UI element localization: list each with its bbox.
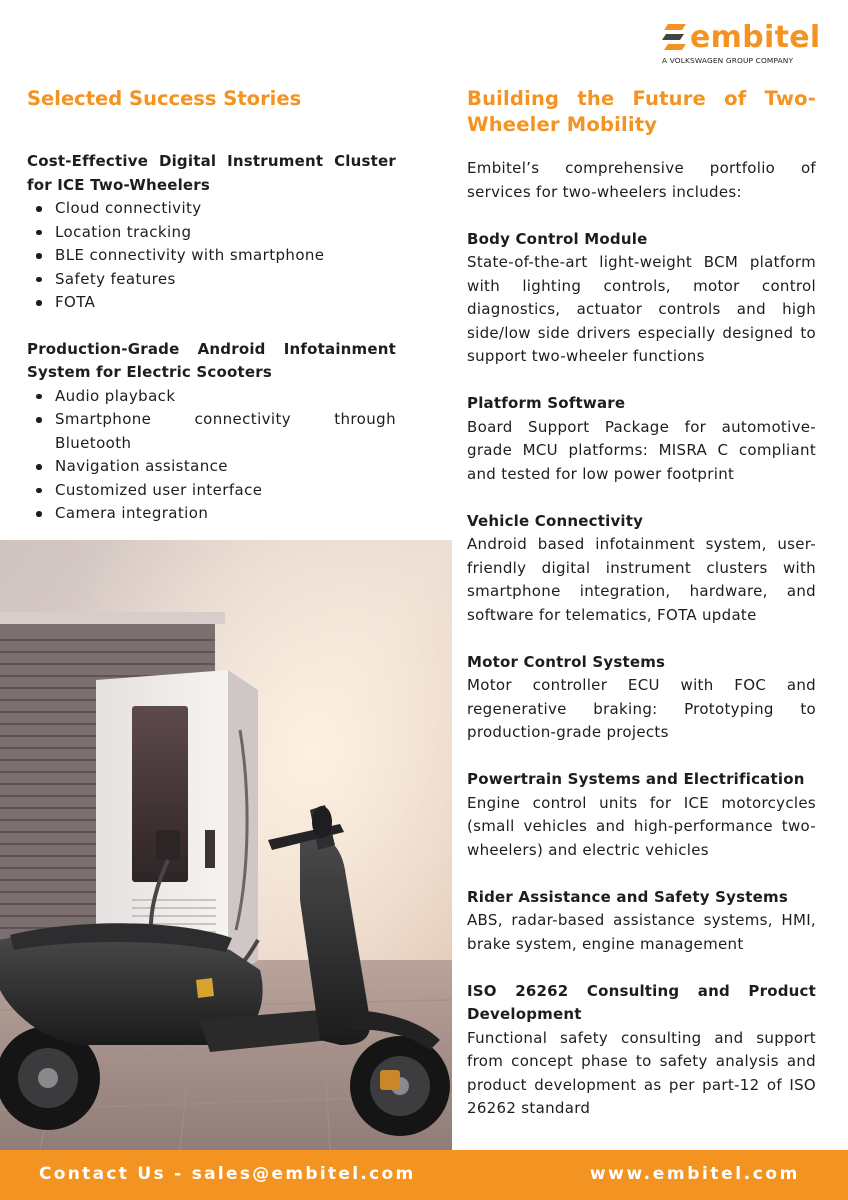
service-title: Vehicle Connectivity [467,511,644,530]
list-item: Navigation assistance [27,455,396,479]
story-feature-list [27,385,396,526]
service-platform-software [467,392,816,486]
list-item: Audio playback [27,385,396,409]
service-description: Board Support Package for automotive-grade MCU platforms: MISRA C compliant and tested for low power footprint [467,417,816,483]
logo-tagline: A VOLKSWAGEN GROUP COMPANY [662,56,794,65]
story-instrument-cluster [27,150,396,315]
scooter-charging-illustration [0,540,452,1150]
list-item: Safety features [27,268,396,292]
list-item: Smartphone connectivity through Bluetooth [27,408,396,455]
service-motor-control [467,651,816,745]
story-title: Production-Grade Android Infotainment System for Electric Scooters [27,339,396,381]
service-description: Android based infotainment system, user-friendly digital instrument clusters with smartphone integration, hardware, and software for telematics, FOTA update [467,535,816,624]
list-item: Customized user interface [27,479,396,503]
contact-email-link[interactable]: Contact Us - sales@embitel.com [39,1164,416,1184]
logo-wordmark: embitel [690,20,821,55]
services-section [467,157,816,1144]
success-stories-heading: Selected Success Stories [27,87,302,110]
embitel-logo-icon [662,22,690,54]
embitel-logo [662,22,822,68]
list-item: Camera integration [27,502,396,526]
footer-bar [0,1150,848,1200]
service-description: Functional safety consulting and support from concept phase to safety analysis and product development as per part-12 of ISO 26262 standard [467,1028,816,1117]
service-title: Platform Software [467,394,626,412]
service-iso-26262 [467,980,816,1121]
service-description: Motor controller ECU with FOC and regenerative braking: Prototyping to production-grade projects [467,676,816,741]
service-description: ABS, radar-based assistance systems, HMI, brake system, engine management [467,911,816,953]
story-infotainment [27,338,396,526]
service-body-control-module [467,228,816,369]
service-description: Engine control units for ICE motorcycles (small vehicles and high-performance two-wheelers) and electric vehicles [467,793,816,859]
service-title: Rider Assistance and Safety Systems [467,887,788,906]
future-mobility-heading: Building the Future of Two-Wheeler Mobility [467,87,816,136]
service-vehicle-connectivity [467,510,816,628]
success-stories [27,150,396,549]
list-item: Cloud connectivity [27,197,396,221]
service-title: Powertrain Systems and Electrification [467,770,805,788]
service-rider-assistance [467,886,816,957]
service-powertrain [467,768,816,862]
website-link[interactable]: www.embitel.com [589,1164,800,1184]
list-item: BLE connectivity with smartphone [27,244,396,268]
scooter-charging-photo [0,540,452,1150]
services-intro: Embitel’s comprehensive portfolio of services for two-wheelers includes: [467,159,816,201]
service-title: Motor Control Systems [467,652,666,671]
list-item: Location tracking [27,221,396,245]
story-title: Cost-Effective Digital Instrument Cluster for ICE Two-Wheelers [27,152,396,194]
service-description: State-of-the-art light-weight BCM platform with lighting controls, motor control diagnostics, actuator controls and high side/low side drivers especially designed to support two-wheeler functions [467,253,816,365]
list-item: FOTA [27,291,396,315]
service-title: ISO 26262 Consulting and Product Development [467,981,816,1023]
story-feature-list [27,197,396,315]
service-title: Body Control Module [467,229,648,248]
